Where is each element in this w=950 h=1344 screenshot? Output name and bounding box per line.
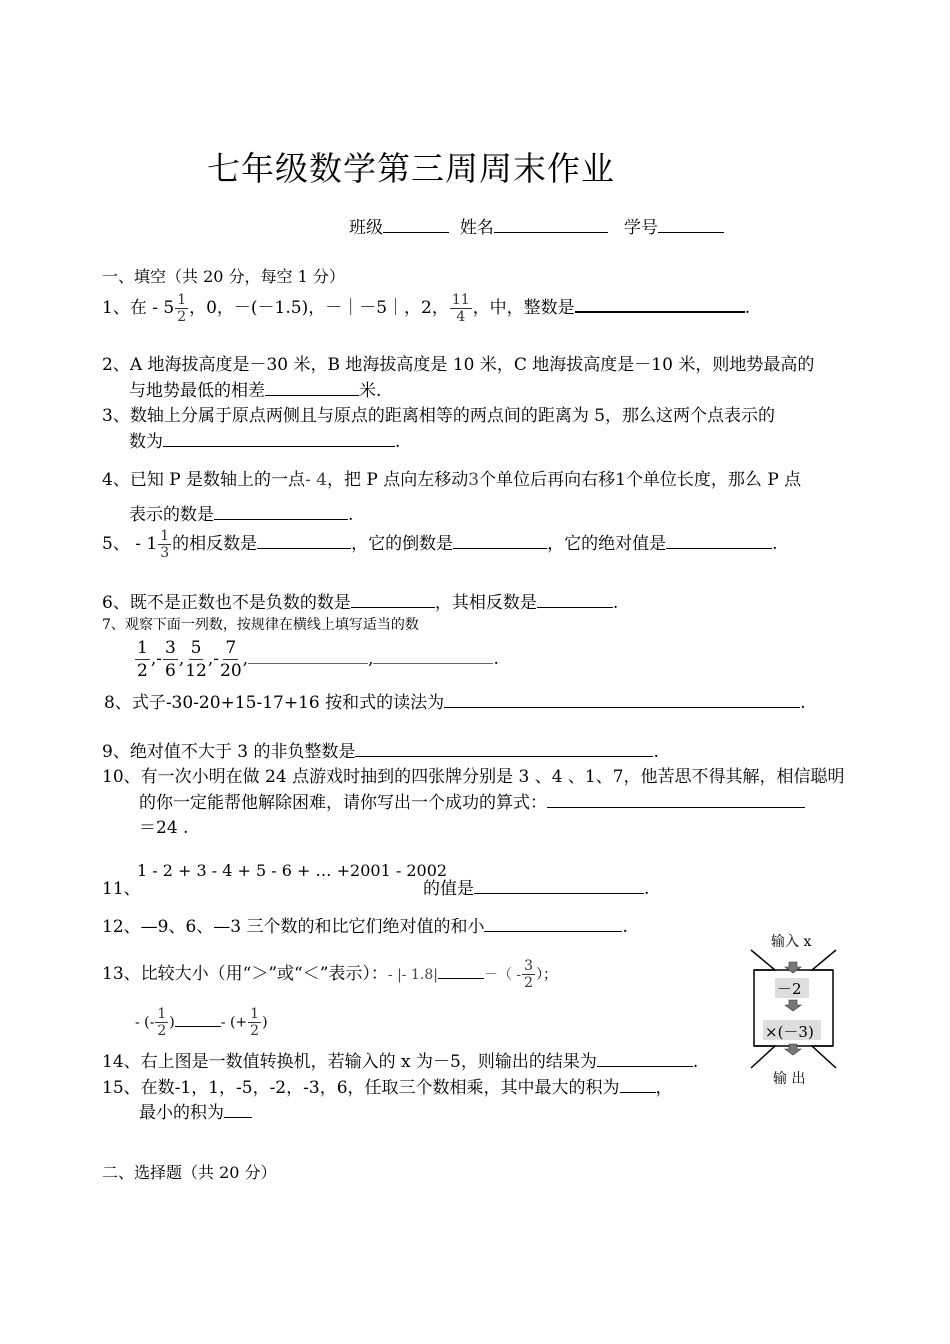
answer-blank[interactable]	[257, 531, 351, 549]
question-2-line2: 与地势最低的相差 米.	[129, 376, 381, 401]
fraction: $\frac{1}{2}$	[157, 1006, 167, 1039]
fraction: $\frac{1}{3}$	[160, 528, 170, 561]
arrow-down-icon	[785, 1000, 801, 1011]
answer-blank[interactable]	[444, 690, 800, 708]
question-7-sequence	[134, 637, 499, 682]
fraction: $\frac{1}{2}$	[137, 638, 148, 681]
separator: ,	[207, 649, 214, 669]
question-13: 13、比较大小（用“＞”或“＜”表示）：- |- 1.8| －（ - $\frac{3}{2}$ ）；	[102, 958, 558, 991]
question-4-line1: 4、已知 P 是数轴上的一点- 4，把 P 点向左移动3个单位后再向右移1个单位长度，那么 P 点	[102, 470, 802, 490]
fraction: $\frac{7}{20}$	[220, 638, 242, 681]
answer-blank[interactable]	[597, 1049, 693, 1067]
answer-blank[interactable]	[214, 502, 348, 520]
answer-blank[interactable]	[484, 914, 622, 932]
fraction: $\frac{3}{2}$	[524, 958, 534, 991]
name-label: 姓名	[459, 218, 494, 238]
question-12: 12、—9、6、—3 三个数的和比它们绝对值的和小 .	[102, 912, 628, 937]
fraction: $\frac{5}{12}$	[185, 638, 207, 681]
id-blank[interactable]	[658, 215, 724, 233]
answer-blank[interactable]	[666, 531, 772, 549]
question-15-line1: 15、在数-1，1，-5，-2，-3，6，任取三个数相乘，其中最大的积为 ，	[102, 1073, 673, 1098]
answer-blank[interactable]	[453, 531, 547, 549]
question-10-line3: ＝24 .	[139, 818, 189, 838]
question-13-line2: - (- $\frac{1}{2}$ ) - (+ $\frac{1}{2}$ )	[135, 1006, 268, 1039]
machine-step-multiply: ×(－3)	[765, 1023, 814, 1041]
question-14: 14、右上图是一数值转换机，若输入的 x 为－5，则输出的结果为 .	[102, 1047, 698, 1072]
question-9: 9、绝对值不大于 3 的非负整数是 .	[102, 737, 659, 762]
question-8: 8、式子-30-20+15-17+16 按和式的读法为 .	[104, 688, 806, 713]
number-machine-diagram	[745, 928, 845, 1088]
answer-blank[interactable]	[575, 294, 745, 313]
class-label: 班级	[349, 218, 383, 238]
machine-input-label: 输入 x	[771, 934, 812, 950]
question-4-line2: 表示的数是 .	[129, 500, 353, 525]
separator: ,	[368, 649, 374, 669]
question-6: 6、既不是正数也不是负数的数是 ，其相反数是 .	[102, 588, 618, 613]
question-10-line2: 的你一定能帮他解除困难，请你写出一个成功的算式：	[139, 788, 805, 813]
name-blank[interactable]	[494, 215, 608, 233]
answer-blank[interactable]	[373, 646, 493, 664]
question-7: 7、观察下面一列数，按规律在横线上填写适当的数	[102, 617, 419, 633]
answer-blank[interactable]	[265, 378, 359, 396]
separator: ,	[150, 649, 157, 669]
separator: ,	[178, 649, 185, 669]
answer-blank[interactable]	[175, 1012, 221, 1027]
fraction: $\frac{1}{2}$	[250, 1006, 260, 1039]
question-15-line2: 最小的积为	[139, 1098, 252, 1123]
answer-blank[interactable]	[547, 790, 805, 808]
question-5: 5、 - 1 $\frac{1}{3}$ 的相反数是 ，它的倒数是 ，它的绝对值是 .	[102, 528, 778, 561]
answer-blank[interactable]	[620, 1075, 656, 1093]
student-info	[349, 213, 724, 238]
question-11-expression: 1 - 2 + 3 - 4 + 5 - 6 + … +2001 - 2002	[137, 861, 448, 880]
question-3-line1: 3、数轴上分属于原点两侧且与原点的距离相等的两点间的距离为 5，那么这两个点表示的	[102, 406, 776, 426]
section1-heading: 一、填空（共 20 分，每空 1 分）	[102, 267, 345, 286]
minus-sign: -	[213, 649, 220, 669]
answer-blank[interactable]	[474, 876, 644, 894]
id-label: 学号	[624, 218, 659, 238]
question-11-label: 11、	[102, 879, 141, 899]
minus-sign: -	[156, 649, 162, 669]
arrow-down-icon	[785, 962, 801, 973]
period: .	[493, 649, 499, 669]
answer-blank[interactable]	[355, 739, 653, 757]
section2-heading: 二、选择题（共 20 分）	[102, 1163, 277, 1182]
machine-output-label: 输 出	[773, 1071, 806, 1087]
fraction: $\frac{11}{4}$	[451, 292, 470, 325]
question-10-line1: 10、有一次小明在做 24 点游戏时抽到的四张牌分别是 3 、4 、1、7，他苦思不得其解，相信聪明	[102, 767, 845, 787]
separator: ,	[242, 649, 249, 669]
fraction: $\frac{3}{6}$	[164, 638, 176, 681]
question-3-line2: 数为 .	[129, 427, 400, 452]
answer-blank[interactable]	[537, 590, 613, 608]
question-2-line1: 2、A 地海拔高度是－30 米，B 地海拔高度是 10 米，C 地海拔高度是－10 米，则地势最高的	[102, 355, 815, 375]
page-title: 七年级数学第三周周末作业	[207, 149, 615, 188]
answer-blank[interactable]	[351, 590, 435, 608]
question-11: 的值是 .	[423, 874, 649, 899]
machine-step-subtract: －2	[777, 980, 802, 998]
fraction: $\frac{1}{2}$	[177, 292, 187, 325]
answer-blank[interactable]	[163, 429, 395, 447]
class-blank[interactable]	[383, 215, 449, 233]
answer-blank[interactable]	[224, 1100, 252, 1118]
answer-blank[interactable]	[438, 961, 484, 979]
answer-blank[interactable]	[248, 646, 368, 664]
question-1: 1、在 - 5 $\frac{1}{2}$ ，0，－(－1.5)，－｜－5｜，2， $\frac{11}{4}$ ，中，整数是 .	[102, 292, 751, 325]
